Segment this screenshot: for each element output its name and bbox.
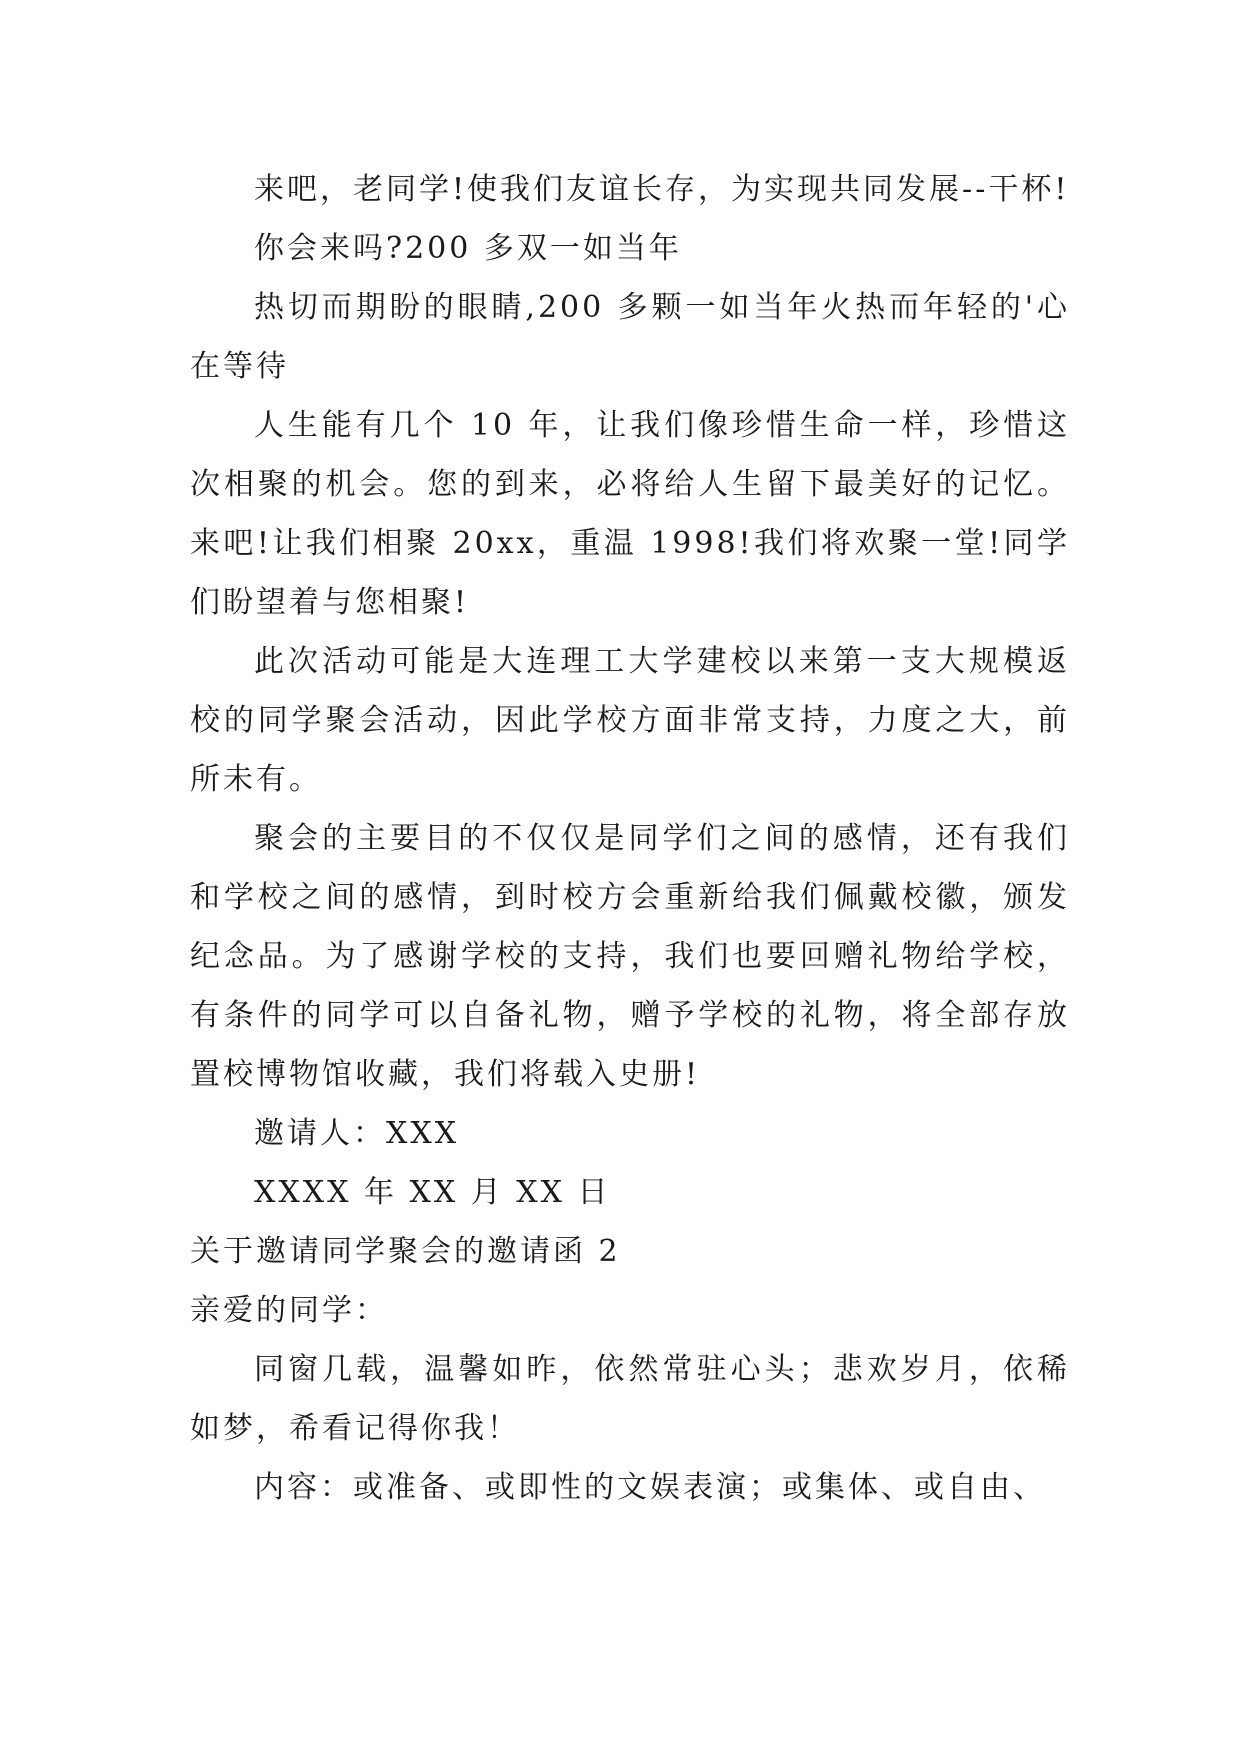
paragraph-activity: 此次活动可能是大连理工大学建校以来第一支大规模返校的同学聚会活动，因此学校方面非常支持，力度之大，前所未有。 xyxy=(190,644,1070,797)
date-line: XXXX 年 XX 月 XX 日 xyxy=(254,1175,611,1210)
paragraph-purpose: 聚会的主要目的不仅仅是同学们之间的感情，还有我们和学校之间的感情，到时校方会重新给我们佩戴校徽，颁发纪念品。为了感谢学校的支持，我们也要回赠礼物给学校，有条件的同学可以自备礼物，赠予学校的礼物，将全部存放置校博物馆收藏，我们将载入史册! xyxy=(190,821,1070,1092)
paragraph-content: 内容：或准备、或即性的文娱表演；或集体、或自由、 xyxy=(254,1470,1046,1505)
paragraph-eager-eyes: 热切而期盼的眼睛,200 多颗一如当年火热而年轻的'心在等待 xyxy=(190,290,1070,384)
paragraph-will-you-come: 你会来吗?200 多双一如当年 xyxy=(254,231,682,266)
document-body xyxy=(190,160,1070,1517)
paragraph-toast: 来吧，老同学!使我们友谊长存，为实现共同发展--干杯! xyxy=(254,172,1070,207)
salutation: 亲爱的同学： xyxy=(190,1293,388,1328)
inviter-line: 邀请人：XXX xyxy=(254,1116,460,1151)
section-title: 关于邀请同学聚会的邀请函 2 xyxy=(190,1234,621,1269)
paragraph-ten-years: 人生能有几个 10 年，让我们像珍惜生命一样，珍惜这次相聚的机会。您的到来，必将给人生留下最美好的记忆。来吧!让我们相聚 20xx，重温 1998!我们将欢聚一堂!同学们盼望着与您相聚! xyxy=(190,408,1070,620)
paragraph-classmates: 同窗几载，温馨如昨，依然常驻心头；悲欢岁月，依稀如梦，希看记得你我！ xyxy=(190,1352,1070,1446)
